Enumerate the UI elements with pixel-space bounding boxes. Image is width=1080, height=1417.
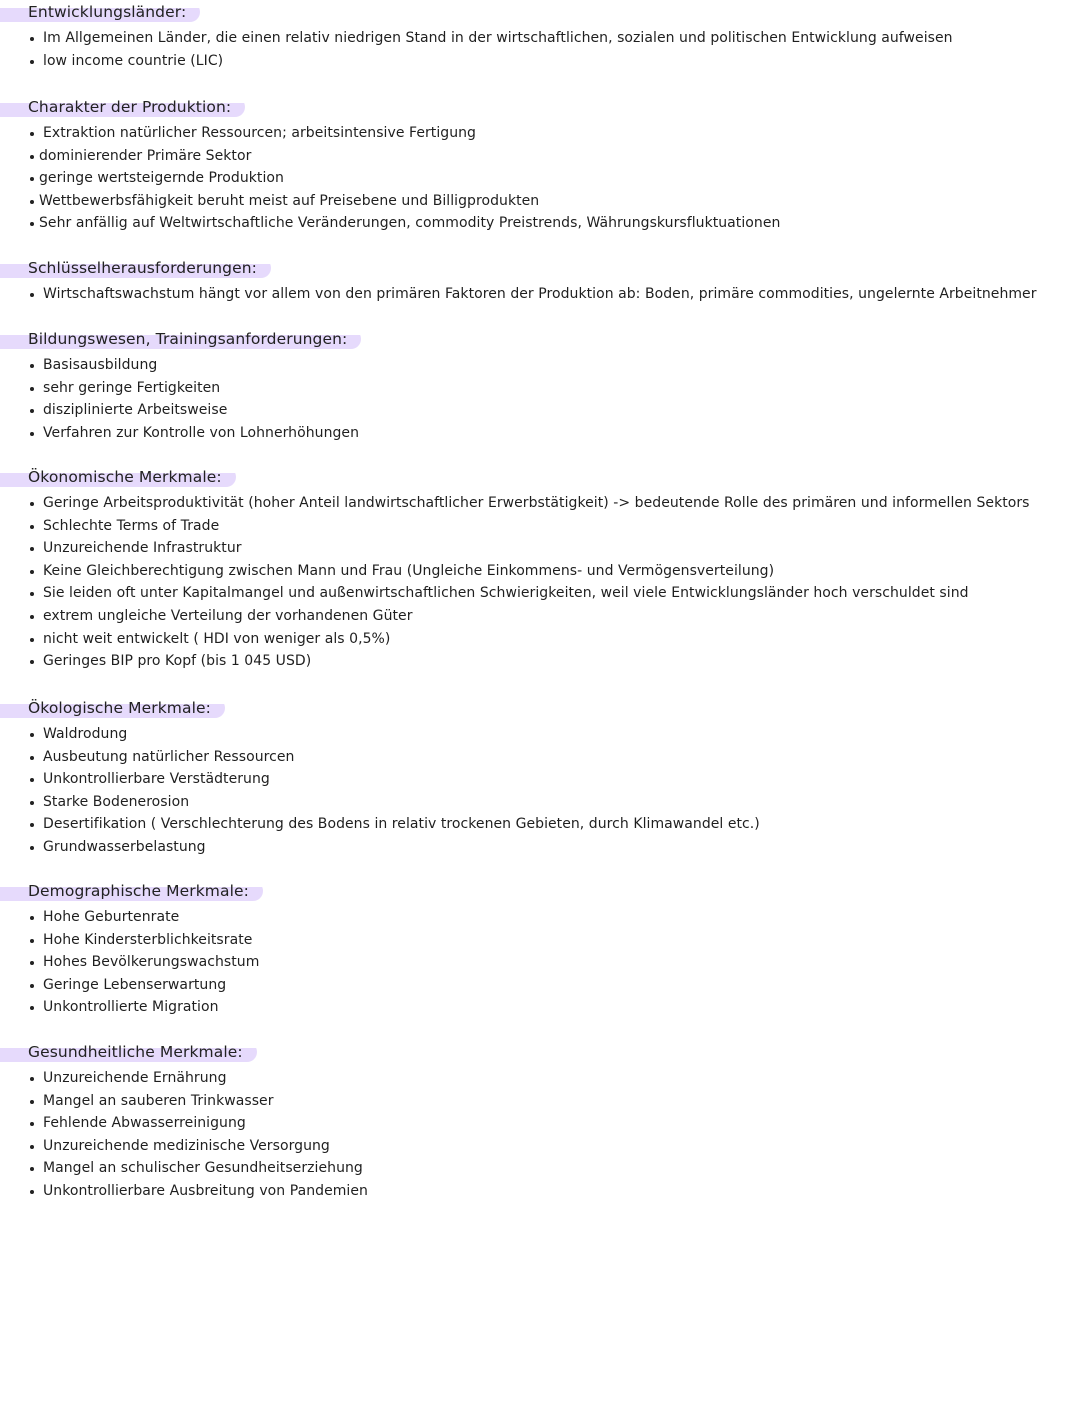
list-item: disziplinierte Arbeitsweise	[0, 399, 1080, 422]
bullet-list	[0, 354, 1080, 444]
list-item: Im Allgemeinen Länder, die einen relativ niedrigen Stand in der wirtschaftlichen, sozialen und politischen Entwicklung aufweisen	[0, 27, 1080, 50]
section-entwicklungslaender	[0, 2, 1080, 72]
section-bildungswesen	[0, 329, 1080, 444]
section-heading: Charakter der Produktion:	[0, 97, 245, 117]
list-item: Desertifikation ( Verschlechterung des Bodens in relativ trockenen Gebieten, durch Klimawandel etc.)	[0, 813, 1080, 836]
section-demographische-merkmale	[0, 881, 1080, 1019]
list-item: Unkontrollierbare Ausbreitung von Pandemien	[0, 1180, 1080, 1203]
list-item: Mangel an schulischer Gesundheitserziehung	[0, 1157, 1080, 1180]
list-item: Hohes Bevölkerungswachstum	[0, 951, 1080, 974]
section-oekologische-merkmale	[0, 698, 1080, 859]
list-item: Geringe Lebenserwartung	[0, 974, 1080, 997]
section-charakter-produktion	[0, 97, 1080, 235]
section-heading: Schlüsselherausforderungen:	[0, 258, 271, 278]
list-item: sehr geringe Fertigkeiten	[0, 377, 1080, 400]
list-item: Hohe Kindersterblichkeitsrate	[0, 929, 1080, 952]
list-item: Unkontrollierbare Verstädterung	[0, 768, 1080, 791]
bullet-list	[0, 283, 1080, 306]
section-heading: Gesundheitliche Merkmale:	[0, 1042, 257, 1062]
list-item: Schlechte Terms of Trade	[0, 515, 1080, 538]
bullet-list	[0, 492, 1080, 673]
list-item: Sie leiden oft unter Kapitalmangel und außenwirtschaftlichen Schwierigkeiten, weil viele Entwicklungsländer hoch verschuldet sind	[0, 582, 1080, 605]
list-item: Waldrodung	[0, 723, 1080, 746]
list-item: Sehr anfällig auf Weltwirtschaftliche Veränderungen, commodity Preistrends, Währungskursfluktuationen	[0, 212, 1080, 235]
list-item: Geringes BIP pro Kopf (bis 1 045 USD)	[0, 650, 1080, 673]
list-item: Unzureichende medizinische Versorgung	[0, 1135, 1080, 1158]
section-heading: Bildungswesen, Trainingsanforderungen:	[0, 329, 361, 349]
bullet-list	[0, 1067, 1080, 1203]
list-item: Geringe Arbeitsproduktivität (hoher Anteil landwirtschaftlicher Erwerbstätigkeit) -> bedeutende Rolle des primären und informellen Sektors	[0, 492, 1080, 515]
list-item: Ausbeutung natürlicher Ressourcen	[0, 746, 1080, 769]
list-item: Fehlende Abwasserreinigung	[0, 1112, 1080, 1135]
list-item: Wettbewerbsfähigkeit beruht meist auf Preisebene und Billigprodukten	[0, 190, 1080, 213]
list-item: Starke Bodenerosion	[0, 791, 1080, 814]
section-heading: Ökonomische Merkmale:	[0, 467, 236, 487]
list-item: extrem ungleiche Verteilung der vorhandenen Güter	[0, 605, 1080, 628]
list-item: Grundwasserbelastung	[0, 836, 1080, 859]
section-oekonomische-merkmale	[0, 467, 1080, 673]
section-heading: Demographische Merkmale:	[0, 881, 263, 901]
list-item: Keine Gleichberechtigung zwischen Mann und Frau (Ungleiche Einkommens- und Vermögensverteilung)	[0, 560, 1080, 583]
section-gesundheitliche-merkmale	[0, 1042, 1080, 1203]
section-heading: Ökologische Merkmale:	[0, 698, 225, 718]
list-item: Mangel an sauberen Trinkwasser	[0, 1090, 1080, 1113]
bullet-list	[0, 122, 1080, 235]
list-item: Unzureichende Ernährung	[0, 1067, 1080, 1090]
bullet-list	[0, 906, 1080, 1019]
list-item: geringe wertsteigernde Produktion	[0, 167, 1080, 190]
list-item: Unzureichende Infrastruktur	[0, 537, 1080, 560]
section-schluesselherausforderungen	[0, 258, 1080, 306]
bullet-list	[0, 27, 1080, 72]
list-item: low income countrie (LIC)	[0, 50, 1080, 73]
list-item: dominierender Primäre Sektor	[0, 145, 1080, 168]
bullet-list	[0, 723, 1080, 859]
list-item: Wirtschaftswachstum hängt vor allem von den primären Faktoren der Produktion ab: Boden, primäre commodities, ungelernte Arbeitnehmer	[0, 283, 1080, 306]
list-item: Unkontrollierte Migration	[0, 996, 1080, 1019]
list-item: Basisausbildung	[0, 354, 1080, 377]
section-heading: Entwicklungsländer:	[0, 2, 200, 22]
list-item: Hohe Geburtenrate	[0, 906, 1080, 929]
list-item: nicht weit entwickelt ( HDI von weniger als 0,5%)	[0, 628, 1080, 651]
list-item: Extraktion natürlicher Ressourcen; arbeitsintensive Fertigung	[0, 122, 1080, 145]
list-item: Verfahren zur Kontrolle von Lohnerhöhungen	[0, 422, 1080, 445]
